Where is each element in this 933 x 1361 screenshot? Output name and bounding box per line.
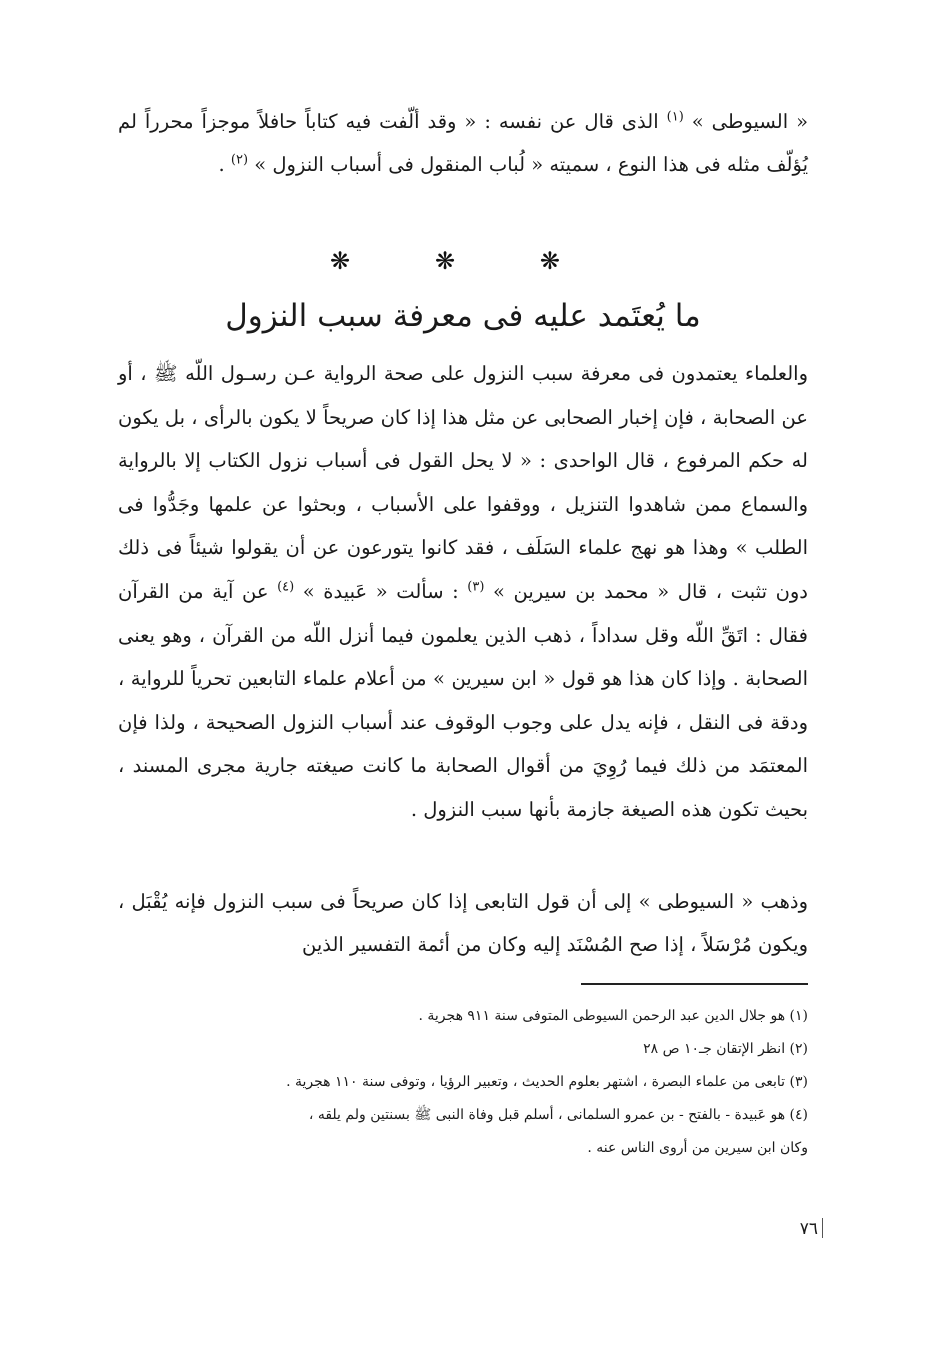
footnote-4-continuation: وكان ابن سيرين من أروى الناس عنه . (587, 1140, 808, 1156)
body-paragraph-1 (118, 352, 808, 832)
separator-star-icon: ❋ (539, 247, 560, 275)
paragraph1-part2: : سألت « عَبيدة » (294, 579, 468, 603)
section-separator (330, 246, 560, 276)
page-number: ٧٦ (799, 1219, 818, 1239)
footnote-4: (٤) هو عَبيدة - بالفتح - بن عمرو السلمانى ، أسلم قبل وفاة النبى ﷺ بسنتين ولم يلقه ، (308, 1107, 808, 1123)
intro-paragraph (118, 100, 808, 186)
footnote-3: (٣) تابعى من علماء البصرة ، اشتهر بعلوم الحديث ، وتعبير الرؤيا ، وتوفى سنة ١١٠ هجرية . (286, 1074, 808, 1090)
footnote-1: (١) هو جلال الدين عبد الرحمن السيوطى المتوفى سنة ٩١١ هجرية . (418, 1008, 808, 1024)
separator-star-icon: ❋ (434, 247, 456, 275)
body-paragraph-2: وذهب « السيوطى » إلى أن قول التابعى إذا كان صريحاً فى سبب النزول فإنه يُقْبَل ، ويكون مُرْسَلاً ، إذا صح المُسْنَد إليه وكان من أئمة التفسير الذين (118, 890, 808, 956)
intro-text-end: . (218, 153, 231, 176)
footnote-divider (581, 983, 808, 985)
separator-star-icon: ❋ (330, 247, 351, 275)
intro-text-middle: الذى قال عن نفسه : « وقد ألّفت فيه كتاباً حافلاً موجزاً محرراً لم يُؤلّف مثله فى هذا النوع ، سميته « لُباب المنقول فى أسباب النزول » (118, 110, 808, 176)
footnote-marker-2[interactable]: (٢) (230, 152, 249, 168)
intro-text-start: « السيوطى » (683, 110, 808, 133)
footnote-marker-1[interactable]: (١) (666, 109, 684, 125)
paragraph1-part1: والعلماء يعتمدون فى معرفة سبب النزول على صحة الرواية عـن رسـول اللّه ﷺ ، أو عن الصحابة ، فإن إخبار الصحابى عن مثل هذا إذا كان صريحاً لا يكون بالرأى ، بل يكون له حكم المرفوع ، قال الواحدى : « لا يحل القول فى أسباب نزول الكتاب إلا بالرواية والسماع ممن شاهدوا التنزيل ، ووقفوا على الأسباب ، وبحثوا عن علمها وجَدُّوا فى الطلب » وهذا هو نهج علماء السَلَف ، فقد كانوا يتورعون عن أن يقولوا شيئاً فى ذلك دون تثبت ، قال « محمد بن سيرين » (118, 362, 808, 603)
section-heading: ما يُعتَمد عليه فى معرفة سبب النزول (225, 298, 701, 334)
footnote-2: (٢) انظر الإتقان جـ١٠ ص ٢٨ (643, 1041, 808, 1057)
footnote-marker-4[interactable]: (٤) (277, 579, 295, 595)
footnotes-section (118, 1000, 808, 1165)
footnote-marker-3[interactable]: (٣) (467, 579, 485, 595)
page-number-divider (822, 1218, 823, 1238)
paragraph1-part3: عن آية من القرآن فقال : اتَقِّ اللّه وقل سداداً ، ذهب الذين يعلمون فيما أنزل اللّه من القرآن ، وهو يعنى الصحابة . وإذا كان هذا هو قول « ابن سيرين » من أعلام علماء التابعين تحرياً للرواية ، ودقة فى النقل ، فإنه يدل على وجوب الوقوف عند أسباب النزول الصحيحة ، ولذا فإن المعتمَد من ذلك فيما رُوِيَ من أقوال الصحابة ما كانت صيغته جارية مجرى المسند ، بحيث تكون هذه الصيغة جازمة بأنها سبب النزول . (118, 579, 808, 821)
